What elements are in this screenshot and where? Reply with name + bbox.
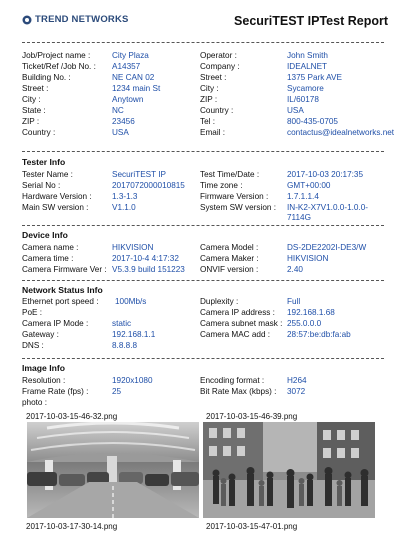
tester-label: Serial No : <box>22 181 61 190</box>
device-label-right: ONVIF version : <box>200 265 259 274</box>
device-value-right: DS-2DE2202I-DE3/W <box>287 243 367 252</box>
device-value: 2017-10-4 4:17:32 <box>112 254 179 263</box>
job-row <box>22 73 384 83</box>
job-label-right: ZIP : <box>200 95 218 104</box>
tester-row <box>22 170 384 180</box>
tester-row <box>22 203 384 222</box>
tester-value: 1.3-1.3 <box>112 192 138 201</box>
network-label: Ethernet port speed : <box>22 297 99 306</box>
device-value: V5.3.9 build 151223 <box>112 265 185 274</box>
job-label: ZIP : <box>22 117 40 126</box>
job-row <box>22 128 395 138</box>
image-label: Frame Rate (fps) : <box>22 387 89 396</box>
image-row <box>22 376 384 386</box>
network-value: 192.168.1.1 <box>112 330 156 339</box>
photo-caption: 2017-10-03-15-46-39.png <box>206 412 298 421</box>
network-value-right: Full <box>287 297 301 306</box>
job-value-right: John Smith <box>287 51 328 60</box>
job-value: 23456 <box>112 117 135 126</box>
network-label: PoE : <box>22 308 43 317</box>
network-row <box>22 330 384 340</box>
divider <box>22 42 384 43</box>
job-label: City : <box>22 95 41 104</box>
tester-row <box>22 181 384 191</box>
network-label: Camera IP Mode : <box>22 319 89 328</box>
image-label: photo : <box>22 398 48 407</box>
tester-label-right: Firmware Version : <box>200 192 269 201</box>
job-label: State : <box>22 106 46 115</box>
network-info-title: Network Status Info <box>22 285 103 295</box>
street-scene-photo <box>203 422 375 518</box>
image-value: 1920x1080 <box>112 376 153 385</box>
network-value: 8.8.8.8 <box>112 341 138 350</box>
job-value-right: IDEALNET <box>287 62 328 71</box>
network-value-right: 255.0.0.0 <box>287 319 322 328</box>
network-row <box>22 308 384 318</box>
job-label-right: Street : <box>200 73 227 82</box>
job-value-right: 800-435-0705 <box>287 117 338 126</box>
job-label-right: City : <box>200 84 219 93</box>
device-value: HIKVISION <box>112 243 154 252</box>
network-label-right: Camera subnet mask : <box>200 319 283 328</box>
photo-caption: 2017-10-03-15-46-32.png <box>26 412 118 421</box>
job-value: NE CAN 02 <box>112 73 155 82</box>
tester-value: SecuriTEST IP <box>112 170 166 179</box>
job-label-right: Tel : <box>200 117 216 126</box>
device-label: Camera name : <box>22 243 79 252</box>
image-label: Resolution : <box>22 376 66 385</box>
image-value-right: H264 <box>287 376 307 385</box>
system-sw-version-value: IN-K2-X7V1.0.0-1.0.0-7114G <box>287 203 369 222</box>
network-label: Gateway : <box>22 330 59 339</box>
device-label-right: Camera Maker : <box>200 254 259 263</box>
job-label-right: Company : <box>200 62 240 71</box>
job-label: Country : <box>22 128 56 137</box>
device-info-title: Device Info <box>22 230 68 240</box>
tester-value: 2017072000010815 <box>112 181 185 190</box>
tester-value: V1.1.0 <box>112 203 136 212</box>
network-value: 100Mb/s <box>115 297 147 306</box>
job-label-right: Email : <box>200 128 226 137</box>
network-label-right: Duplexity : <box>200 297 239 306</box>
job-label-right: Operator : <box>200 51 237 60</box>
image-row <box>22 387 384 397</box>
network-value: static <box>112 319 132 328</box>
network-label: DNS : <box>22 341 44 350</box>
job-value-right: USA <box>287 106 304 115</box>
device-label: Camera time : <box>22 254 74 263</box>
divider <box>22 225 384 226</box>
job-value: City Plaza <box>112 51 149 60</box>
image-info-title: Image Info <box>22 363 65 373</box>
job-value-right: 1375 Park AVE <box>287 73 342 82</box>
network-value-right: 192.168.1.68 <box>287 308 335 317</box>
image-label-right: Bit Rate Max (kbps) : <box>200 387 277 396</box>
job-value: A14357 <box>112 62 141 71</box>
tester-info-title: Tester Info <box>22 157 66 167</box>
job-row <box>22 84 384 94</box>
divider <box>22 358 384 359</box>
tester-label: Tester Name : <box>22 170 73 179</box>
report-title: SecuriTEST IPTest Report <box>234 14 388 28</box>
job-value-right: IL/60178 <box>287 95 319 104</box>
device-label-right: Camera Model : <box>200 243 259 252</box>
network-label-right: Camera MAC add : <box>200 330 271 339</box>
image-row <box>22 398 384 408</box>
network-row <box>22 341 384 351</box>
tester-label: Main SW version : <box>22 203 89 212</box>
job-label-right: Country : <box>200 106 234 115</box>
tester-label: Hardware Version : <box>22 192 92 201</box>
tester-label-right: Time zone : <box>200 181 243 190</box>
network-row <box>22 319 384 329</box>
device-row <box>22 265 384 275</box>
job-row <box>22 51 384 61</box>
image-label-right: Encoding format : <box>200 376 265 385</box>
network-value-right: 28:57:be:db:fa:ab <box>287 330 351 339</box>
job-value: Anytown <box>112 95 144 104</box>
trend-networks-logo-icon <box>22 15 32 25</box>
image-value: 25 <box>112 387 122 396</box>
job-label: Job/Project name : <box>22 51 91 60</box>
divider <box>22 151 384 152</box>
email-value: contactus@idealnetworks.net <box>287 128 395 137</box>
network-label-right: Camera IP address : <box>200 308 275 317</box>
photo-caption: 2017-10-03-17-30-14.png <box>26 522 118 531</box>
divider <box>22 280 384 281</box>
parking-garage-photo <box>27 422 199 518</box>
job-row <box>22 95 384 105</box>
job-value: USA <box>112 128 129 137</box>
brand-name: TREND NETWORKS <box>35 14 129 25</box>
photo-caption: 2017-10-03-15-47-01.png <box>206 522 298 531</box>
tester-label-right: Test Time/Date : <box>200 170 260 179</box>
job-value: 1234 main St <box>112 84 161 93</box>
job-label: Building No. : <box>22 73 71 82</box>
job-value: NC <box>112 106 124 115</box>
job-label: Street : <box>22 84 49 93</box>
network-row <box>22 297 384 307</box>
device-row <box>22 243 384 253</box>
job-row <box>22 62 384 72</box>
tester-label-right: System SW version : <box>200 203 276 212</box>
tester-value-right: 1.7.1.1.4 <box>287 192 319 201</box>
job-row <box>22 117 384 127</box>
device-row <box>22 254 384 264</box>
device-value-right: 2.40 <box>287 265 303 274</box>
tester-value-right: 2017-10-03 20:17:35 <box>287 170 364 179</box>
device-label: Camera Firmware Ver : <box>22 265 107 274</box>
job-row <box>22 106 384 116</box>
tester-row <box>22 192 384 202</box>
device-value-right: HIKVISION <box>287 254 329 263</box>
tester-value-right: GMT+00:00 <box>287 181 331 190</box>
job-label: Ticket/Ref /Job No. : <box>22 62 96 71</box>
job-value-right: Sycamore <box>287 84 324 93</box>
brand-logo <box>22 14 129 25</box>
report-header <box>22 10 390 36</box>
image-value-right: 3072 <box>287 387 306 396</box>
